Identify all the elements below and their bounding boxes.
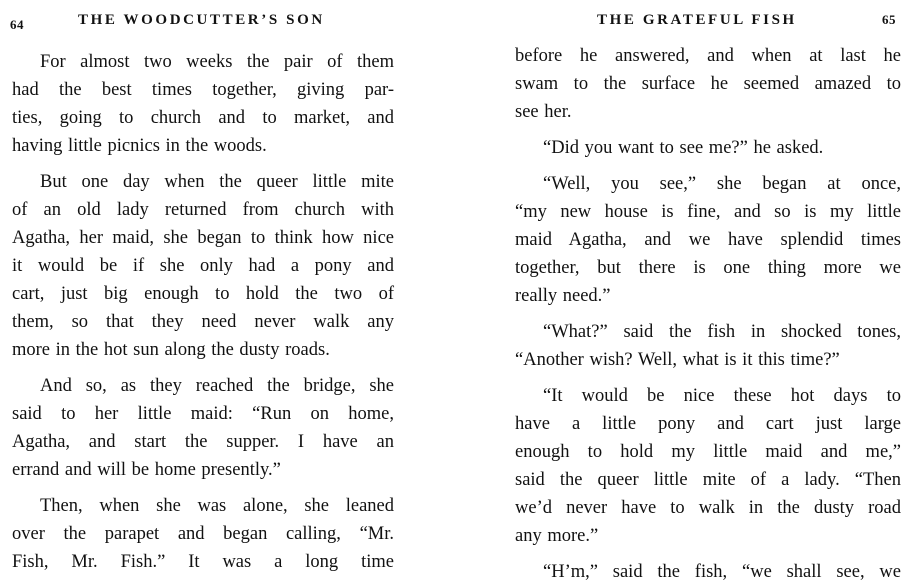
- right-page: [455, 0, 910, 582]
- body-text: [515, 42, 901, 586]
- text-line: Agatha, and start the supper. I have an: [12, 432, 394, 452]
- text-line: swam to the surface he seemed amazed to: [515, 74, 901, 94]
- text-line: “What?” said the fish in shocked tones,: [543, 322, 901, 342]
- text-line: said to her little maid: “Run on home,: [12, 404, 394, 424]
- text-line: having little picnics in the woods.: [12, 136, 267, 156]
- text-line: together, but there is one thing more we: [515, 258, 901, 278]
- text-line: “Well, you see,” she began at once,: [543, 174, 901, 194]
- text-line: maid Agatha, and we have splendid times: [515, 230, 901, 250]
- text-line: errand and will be home presently.”: [12, 460, 281, 480]
- text-line: “H’m,” said the fish, “we shall see, we: [543, 562, 901, 582]
- text-line: them, so that they need never walk any: [12, 312, 394, 332]
- left-page: [0, 0, 455, 572]
- text-line: have a little pony and cart just large: [515, 414, 901, 434]
- text-line: “It would be nice these hot days to: [543, 386, 901, 406]
- text-line: really need.”: [515, 286, 611, 306]
- text-line: enough to hold my little maid and me,”: [515, 442, 901, 462]
- text-line: “Another wish? Well, what is it this time?”: [515, 350, 840, 370]
- text-line: For almost two weeks the pair of them: [40, 52, 394, 72]
- text-line: “Did you want to see me?” he asked.: [543, 138, 824, 158]
- text-line: of an old lady returned from church with: [12, 200, 394, 220]
- text-line: before he answered, and when at last he: [515, 46, 901, 66]
- text-line: ties, going to church and to market, and: [12, 108, 394, 128]
- text-line: cart, just big enough to hold the two of: [12, 284, 394, 304]
- text-line: over the parapet and began calling, “Mr.: [12, 524, 394, 544]
- text-line: any more.”: [515, 526, 599, 546]
- running-head: THE WOODCUTTER’S SON: [78, 12, 325, 28]
- page-number: 65: [882, 12, 896, 27]
- running-head: THE GRATEFUL FISH: [597, 12, 797, 28]
- text-line: more in the hot sun along the dusty roads.: [12, 340, 330, 360]
- text-line: it would be if she only had a pony and: [12, 256, 394, 276]
- text-line: see her.: [515, 102, 572, 122]
- text-line: Agatha, her maid, she began to think how nice: [12, 228, 394, 248]
- text-line: But one day when the queer little mite: [40, 172, 394, 192]
- page-number: 64: [10, 17, 24, 32]
- text-line: had the best times together, giving par-: [12, 80, 394, 100]
- text-line: said the queer little mite of a lady. “Then: [515, 470, 901, 490]
- text-line: we’d never have to walk in the dusty road: [515, 498, 901, 518]
- text-line: And so, as they reached the bridge, she: [40, 376, 394, 396]
- text-line: “my new house is fine, and so is my little: [515, 202, 901, 222]
- text-line: Fish, Mr. Fish.” It was a long time: [12, 552, 394, 572]
- body-text: [12, 48, 394, 576]
- text-line: Then, when she was alone, she leaned: [40, 496, 394, 516]
